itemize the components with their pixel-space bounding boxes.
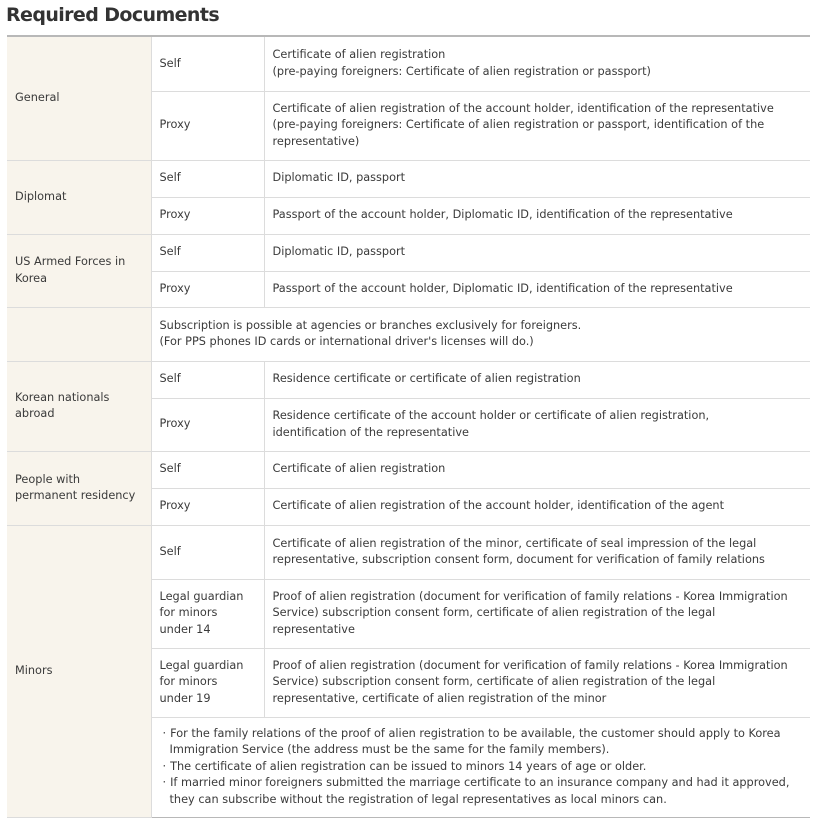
document-text: Diplomatic ID, passport bbox=[272, 245, 406, 259]
document-text: Passport of the account holder, Diplomatic ID, identification of the representative bbox=[272, 208, 733, 222]
category-diplomat bbox=[7, 160, 151, 234]
document-text: Certificate of alien registration bbox=[272, 462, 446, 476]
role-label: Proxy bbox=[159, 417, 191, 431]
document-cell bbox=[264, 579, 810, 648]
role-label: Self bbox=[159, 245, 181, 259]
role-cell bbox=[151, 197, 264, 234]
document-text: representative, subscription consent form, document for verification of family relations bbox=[272, 553, 765, 566]
note-bullet: · For the family relations of the proof of alien registration to be available, the customer should apply to Korea Immigration Service (the address must be the same for the family members). bbox=[160, 726, 805, 759]
document-cell bbox=[264, 451, 810, 488]
document-text: Service) subscription consent form, certificate of alien registration of the legal bbox=[272, 675, 716, 689]
table-row bbox=[7, 36, 810, 91]
role-cell bbox=[151, 451, 264, 488]
role-cell bbox=[151, 648, 264, 717]
document-text: Residence certificate of the account holder or certificate of alien registration, bbox=[272, 409, 710, 422]
category-label: abroad bbox=[15, 407, 55, 420]
category-label: US Armed Forces in bbox=[15, 255, 126, 268]
role-label: Self bbox=[159, 544, 181, 558]
category-label: People with bbox=[15, 472, 81, 486]
document-text: Passport of the account holder, Diplomatic ID, identification of the representative bbox=[272, 281, 733, 295]
document-text: Certificate of alien registration bbox=[272, 48, 446, 62]
document-cell bbox=[264, 234, 810, 271]
document-text: Certificate of alien registration of the account holder, identification of the agent bbox=[272, 499, 724, 513]
note-bullet: · The certificate of alien registration can be issued to minors 14 years of age or older. bbox=[160, 759, 805, 776]
document-cell bbox=[264, 91, 810, 160]
document-cell bbox=[264, 361, 810, 398]
role-cell bbox=[151, 234, 264, 271]
role-label: Self bbox=[159, 171, 181, 185]
role-cell bbox=[151, 488, 264, 525]
category-label: Minors bbox=[15, 663, 53, 677]
table-row bbox=[7, 525, 810, 579]
role-cell bbox=[151, 361, 264, 398]
note-text: (For PPS phones ID cards or international driver's licenses will do.) bbox=[159, 335, 534, 348]
document-text: Certificate of alien registration of the minor, certificate of seal impression of the legal bbox=[272, 536, 757, 550]
note-bullet: · If married minor foreigners submitted the marriage certificate to an insurance company and had it approved, they can subscribe without the registration of legal representatives as local minors can. bbox=[160, 775, 805, 808]
role-label: under 19 bbox=[159, 691, 211, 705]
page-title: Required Documents bbox=[6, 4, 220, 26]
document-cell bbox=[264, 197, 810, 234]
role-cell bbox=[151, 525, 264, 579]
role-cell bbox=[151, 579, 264, 648]
category-label: Korea bbox=[15, 271, 48, 285]
role-label: Proxy bbox=[159, 208, 191, 222]
minors-notes-cell bbox=[151, 717, 810, 817]
role-cell bbox=[151, 271, 264, 307]
category-korean-nationals bbox=[7, 361, 151, 451]
document-text: Residence certificate or certificate of alien registration bbox=[272, 372, 581, 386]
category-general bbox=[7, 36, 151, 160]
document-text: representative bbox=[272, 622, 355, 636]
note-text: Subscription is possible at agencies or branches exclusively for foreigners. bbox=[159, 318, 582, 332]
document-text: Diplomatic ID, passport bbox=[272, 171, 406, 185]
document-text: representative) bbox=[272, 134, 360, 148]
document-text: Service) subscription consent form, certificate of alien registration of the legal bbox=[272, 606, 716, 620]
role-label: Proxy bbox=[159, 118, 191, 132]
required-documents-table bbox=[7, 35, 810, 818]
role-cell bbox=[151, 36, 264, 91]
document-text: Proof of alien registration (document for verification of family relations - Korea Immigration bbox=[272, 658, 788, 672]
document-text: identification of the representative bbox=[272, 425, 469, 439]
document-cell bbox=[264, 648, 810, 717]
document-text: (pre-paying foreigners: Certificate of alien registration or passport) bbox=[272, 64, 651, 78]
table-row bbox=[7, 361, 810, 398]
document-cell bbox=[264, 398, 810, 451]
role-label: Self bbox=[159, 462, 181, 476]
role-label: Proxy bbox=[159, 499, 191, 513]
note-cell bbox=[151, 307, 810, 361]
document-cell bbox=[264, 488, 810, 525]
table-row bbox=[7, 234, 810, 271]
document-cell bbox=[264, 271, 810, 307]
role-label: Legal guardian bbox=[159, 589, 244, 603]
table-row bbox=[7, 160, 810, 197]
role-label: for minors bbox=[159, 675, 218, 689]
document-cell bbox=[264, 160, 810, 197]
role-cell bbox=[151, 398, 264, 451]
document-cell bbox=[264, 36, 810, 91]
document-cell bbox=[264, 525, 810, 579]
table-row bbox=[7, 451, 810, 488]
role-label: Self bbox=[159, 56, 181, 70]
category-label: Diplomat bbox=[15, 189, 67, 203]
document-text: Proof of alien registration (document for verification of family relations - Korea Immigration bbox=[272, 589, 788, 603]
document-text: (pre-paying foreigners: Certificate of alien registration or passport, identification of the bbox=[272, 118, 765, 132]
role-label: for minors bbox=[159, 606, 218, 620]
role-cell bbox=[151, 160, 264, 197]
table-row bbox=[7, 307, 810, 361]
document-text: Certificate of alien registration of the account holder, identification of the representative bbox=[272, 101, 774, 115]
role-label: Self bbox=[159, 372, 181, 386]
category-us-armed-forces bbox=[7, 234, 151, 307]
category-label: General bbox=[15, 91, 60, 104]
category-permanent-residency bbox=[7, 451, 151, 525]
role-cell bbox=[151, 91, 264, 160]
category-label: Korean nationals bbox=[15, 390, 110, 404]
category-spacer bbox=[7, 307, 151, 361]
role-label: under 14 bbox=[159, 622, 211, 636]
category-label: permanent residency bbox=[15, 489, 136, 502]
category-minors bbox=[7, 525, 151, 817]
role-label: Legal guardian bbox=[159, 658, 244, 672]
document-text: representative, certificate of alien registration of the minor bbox=[272, 691, 607, 705]
role-label: Proxy bbox=[159, 281, 191, 295]
